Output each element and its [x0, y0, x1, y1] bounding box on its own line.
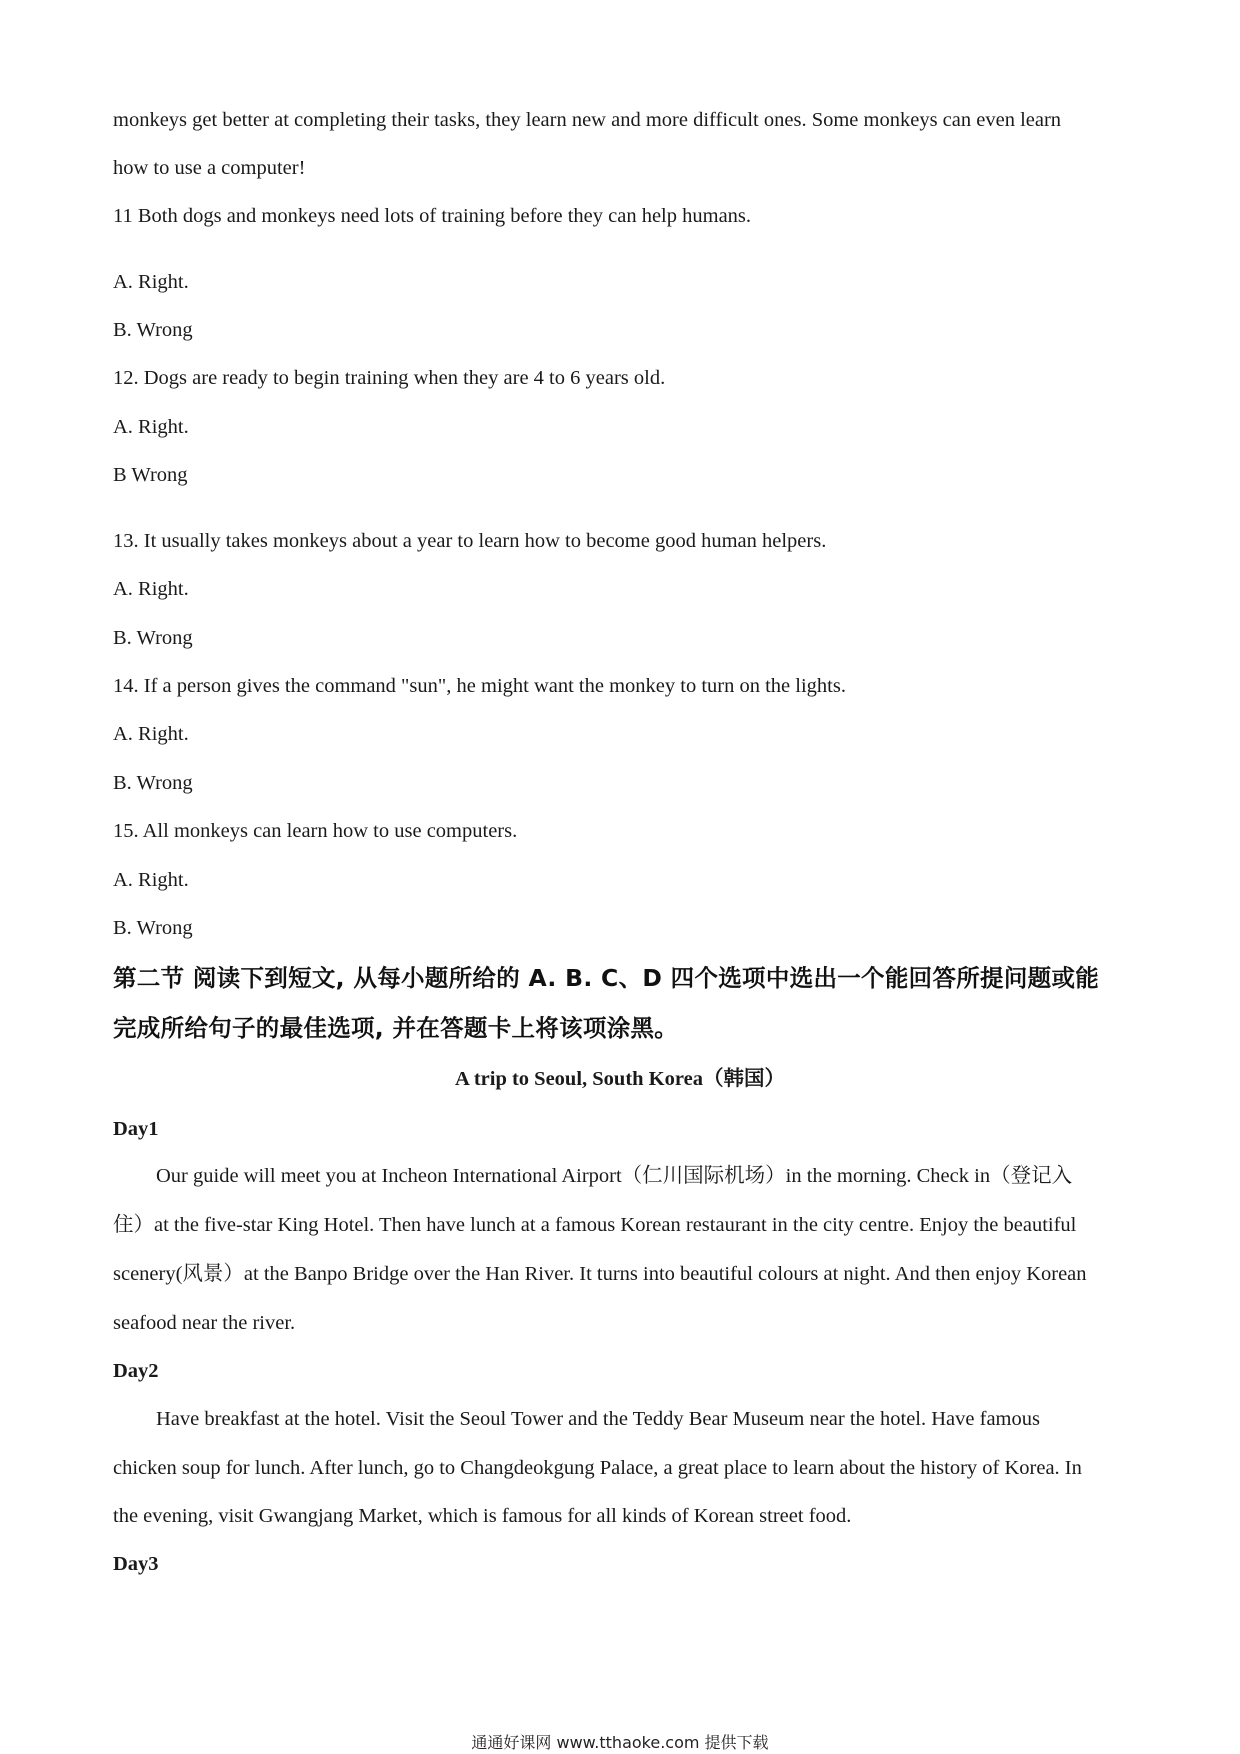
day-heading: Day1 [113, 1118, 159, 1140]
passage-text-line: how to use a computer! [113, 157, 306, 179]
passage-text-line: seafood near the river. [113, 1312, 296, 1334]
question-12-stem: 12. Dogs are ready to begin training when they are 4 to 6 years old. [113, 367, 666, 389]
question-14-stem: 14. If a person gives the command "sun", he might want the monkey to turn on the lights. [113, 675, 846, 697]
footer-watermark: 通通好课网 www.tthaoke.com 提供下载 [471, 1733, 769, 1752]
question-15-stem: 15. All monkeys can learn how to use computers. [113, 820, 518, 842]
question-12-option-a: A. Right. [113, 416, 189, 438]
question-15-option-a: A. Right. [113, 869, 189, 891]
question-13-option-a: A. Right. [113, 578, 189, 600]
question-15-option-b: B. Wrong [113, 917, 193, 939]
passage-text-line: the evening, visit Gwangjang Market, which is famous for all kinds of Korean street food. [113, 1505, 852, 1527]
day-heading: Day2 [113, 1360, 159, 1382]
day-heading: Day3 [113, 1553, 159, 1575]
question-14-option-a: A. Right. [113, 723, 189, 745]
passage-text-line: monkeys get better at completing their tasks, they learn new and more difficult ones. Some monkeys can even learn [113, 109, 1062, 131]
question-11-stem: 11 Both dogs and monkeys need lots of training before they can help humans. [113, 205, 752, 227]
passage-text-line: scenery(风景）at the Banpo Bridge over the Han River. It turns into beautiful colours at night. And then enjoy Korean [113, 1263, 1087, 1285]
question-13-option-b: B. Wrong [113, 627, 193, 649]
question-14-option-b: B. Wrong [113, 772, 193, 794]
question-11-option-a: A. Right. [113, 271, 189, 293]
passage-text-line: chicken soup for lunch. After lunch, go to Changdeokgung Palace, a great place to learn about the history of Korea. In [113, 1457, 1082, 1479]
question-11-option-b: B. Wrong [113, 319, 193, 341]
section-heading: 完成所给句子的最佳选项, 并在答题卡上将该项涂黑。 [113, 1014, 679, 1042]
question-12-option-b: B Wrong [113, 464, 188, 486]
passage-text-line: 住）at the five-star King Hotel. Then have lunch at a famous Korean restaurant in the city centre. Enjoy the beautiful [113, 1214, 1077, 1236]
passage-title: A trip to Seoul, South Korea（韩国） [455, 1068, 785, 1090]
passage-text-line: Have breakfast at the hotel. Visit the Seoul Tower and the Teddy Bear Museum near the hotel. Have famous [156, 1408, 1040, 1430]
passage-text-line: Our guide will meet you at Incheon International Airport（仁川国际机场）in the morning. Check in（登记入 [156, 1165, 1073, 1187]
section-heading: 第二节 阅读下到短文, 从每小题所给的 A. B. C、D 四个选项中选出一个能回答所提问题或能 [113, 964, 1100, 992]
question-13-stem: 13. It usually takes monkeys about a year to learn how to become good human helpers. [113, 530, 827, 552]
